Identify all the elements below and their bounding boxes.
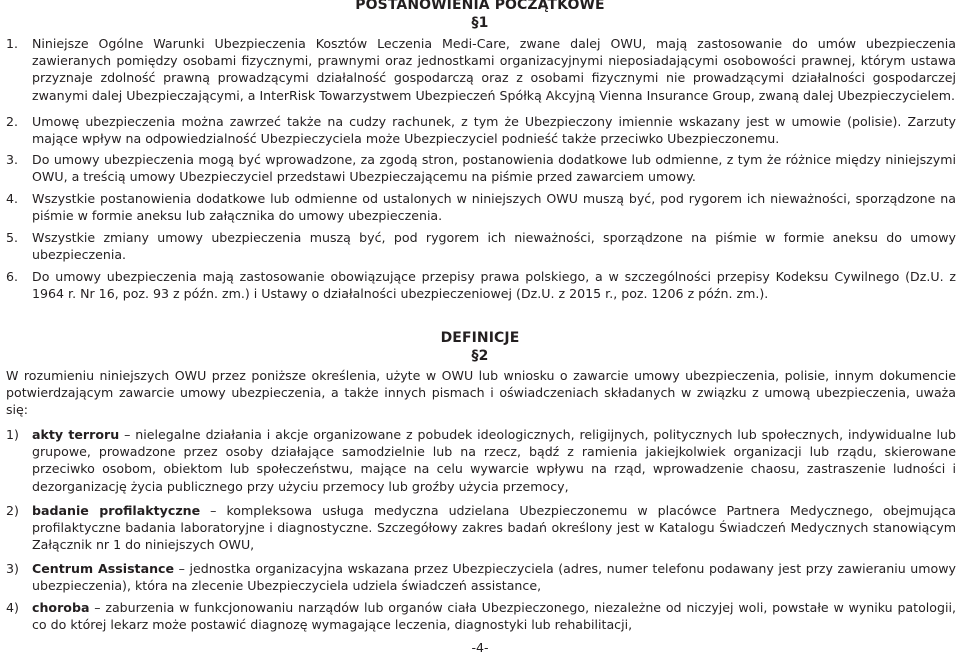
- item-number: 5.: [6, 230, 19, 245]
- definition-item: [6, 426, 956, 495]
- definition-item: [6, 599, 956, 633]
- item-number: 4.: [6, 191, 19, 206]
- definition-term: akty terroru: [32, 427, 120, 442]
- definition-item: [6, 560, 956, 594]
- item-number: 1.: [6, 36, 19, 51]
- item-number: 6.: [6, 269, 19, 284]
- item-text: Umowę ubezpieczenia można zawrzeć także na cudzy rachunek, z tym że Ubezpieczony imiennie wskazany jest w umowie (polisie). Zarzuty mające wpływ na odpowiedzialność Ubezpieczyciela może Ubezpieczyciel podnieść także przeciwko Ubezpieczonemu.: [32, 114, 956, 147]
- paragraph-symbol: §1: [471, 15, 489, 31]
- definition-term: Centrum Assistance: [32, 561, 175, 576]
- list-item: [6, 151, 956, 185]
- item-text: Do umowy ubezpieczenia mogą być wprowadzone, za zgodą stron, postanowienia dodatkowe lub odmienne, z tym że różnice między niniejszymi OWU, a treścią umowy Ubezpieczyciel przedstawi Ubezpieczającemu na piśmie przed zawarciem umowy.: [32, 152, 956, 185]
- section-title: POSTANOWIENIA POCZĄTKOWE: [355, 0, 605, 13]
- item-number: 3.: [6, 152, 19, 167]
- paragraph-symbol: §2: [471, 348, 489, 364]
- definition-number: 3): [6, 561, 19, 576]
- section-title: DEFINICJE: [440, 330, 520, 346]
- definition-number: 1): [6, 427, 19, 442]
- definition-item: [6, 502, 956, 554]
- item-text: Wszystkie zmiany umowy ubezpieczenia muszą być, pod rygorem ich nieważności, sporządzone na piśmie w formie aneksu do umowy ubezpieczenia.: [32, 230, 956, 263]
- item-text: Do umowy ubezpieczenia mają zastosowanie obowiązujące przepisy prawa polskiego, a w szczególności przepisy Kodeksu Cywilnego (Dz.U. z 1964 r. Nr 16, poz. 93 z późn. zm.) i Ustawy o działalności ubezpieczeniowej (Dz.U. z 2015 r., poz. 1206 z późn. zm.).: [32, 269, 956, 302]
- definition-number: 4): [6, 600, 19, 615]
- list-item: [6, 113, 956, 147]
- item-number: 2.: [6, 114, 19, 129]
- definition-text: – jednostka organizacyjna wskazana przez Ubezpieczyciela (adres, numer telefonu podawany jest przy zawieraniu umowy ubezpieczenia), która na zlecenie Ubezpieczyciela udziela świadczeń assistance,: [32, 561, 956, 594]
- definition-term: badanie profilaktyczne: [32, 503, 201, 518]
- list-item: [6, 229, 956, 263]
- definition-text: – nielegalne działania i akcje organizowane z pobudek ideologicznych, religijnych, politycznych lub społecznych, indywidualne lub grupowe, prowadzone przez osoby działające samodzielnie lub na rzecz, bądź z ramienia jakiejkolwiek organizacji lub rządu, skierowane przeciwko osobom, obiektom lub społeczeństwu, mające na celu wywarcie wpływu na rząd, wprowadzenie chaosu, zastraszenie ludności i dezorganizację życia publicznego przy użyciu przemocy lub groźby użycia przemocy,: [32, 427, 956, 494]
- definition-number: 2): [6, 503, 19, 518]
- definition-text: – zaburzenia w funkcjonowaniu narządów lub organów ciała Ubezpieczonego, niezależne od niczyjej woli, powstałe w wyniku patologii, co do której lekarz może postawić diagnozę wymagające leczenia, diagnostyki lub rehabilitacji,: [32, 600, 956, 633]
- list-item: [6, 190, 956, 224]
- page-number: -4-: [471, 640, 489, 655]
- list-item: [6, 35, 956, 104]
- list-item: [6, 268, 956, 302]
- item-text: Wszystkie postanowienia dodatkowe lub odmienne od ustalonych w niniejszych OWU muszą być, pod rygorem ich nieważności, sporządzone na piśmie w formie aneksu lub załącznika do umowy ubezpieczenia.: [32, 191, 956, 224]
- item-text: Niniejsze Ogólne Warunki Ubezpieczenia Kosztów Leczenia Medi-Care, zwane dalej OWU, mają zastosowanie do umów ubezpieczenia zawieranych pomiędzy osobami fizycznymi, prawnymi oraz jednostkami organizacyjnymi nieposiadającymi osobowości prawnej, którym ustawa przyznaje zdolność prawną prowadzącymi działalność gospodarczą oraz z osobami fizycznymi nie prowadzącymi działalności gospodarczej zwanymi dalej Ubezpieczającymi, a InterRisk Towarzystwem Ubezpieczeń Spółką Akcyjną Vienna Insurance Group, zwaną dalej Ubezpieczycielem.: [32, 36, 956, 103]
- definition-text: – kompleksowa usługa medyczna udzielana Ubezpieczonemu w placówce Partnera Medycznego, obejmująca profilaktyczne badania laboratoryjne i diagnostyczne. Szczegółowy zakres badań określony jest w Katalogu Świadczeń Medycznych stanowiącym Załącznik nr 1 do niniejszych OWU,: [32, 503, 956, 553]
- definition-term: choroba: [32, 600, 90, 615]
- definitions-intro: W rozumieniu niniejszych OWU przez poniższe określenia, użyte w OWU lub wniosku o zawarcie umowy ubezpieczenia, polisie, innym dokumencie potwierdzającym zawarcie umowy ubezpieczenia, a także innych pismach i oświadczeniach składanych w związku z umową ubezpieczenia, uważa się:: [6, 368, 956, 418]
